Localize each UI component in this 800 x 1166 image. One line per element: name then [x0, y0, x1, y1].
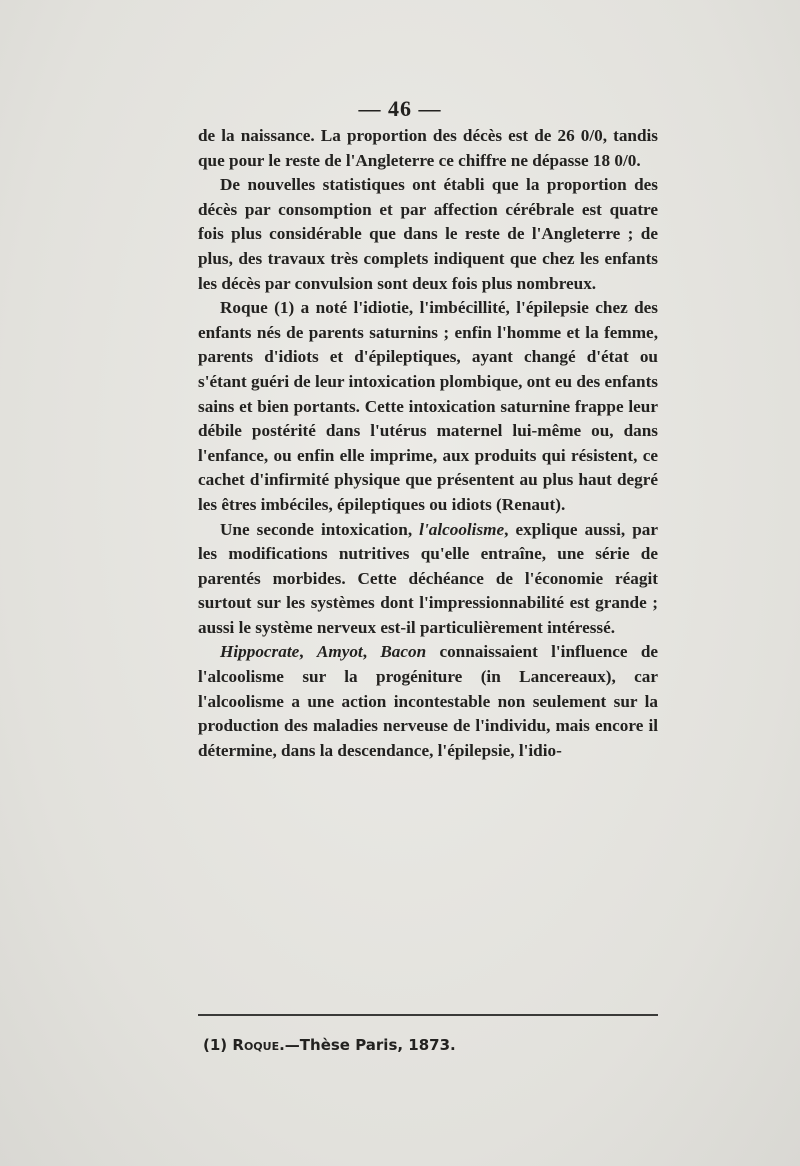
paragraph — [198, 518, 658, 641]
paragraph-text: , explique aussi, par les modifications nutritives qu'elle entraîne, une série de parentés morbides. Cette déchéance de l'économie réagit surtout sur les systèmes dont l'impressionnabilité est grande ; aussi le système nerveux est-il particulièrement intéressé. — [198, 519, 659, 637]
paragraph-text: , — [299, 642, 317, 662]
body-text — [198, 124, 658, 763]
paragraph — [198, 640, 658, 763]
italic-text: Amyot — [316, 642, 363, 662]
paragraph — [198, 124, 658, 173]
paragraph-text: Roque (1) a noté l'idiotie, l'imbécillité, l'épilepsie chez des enfants nés de parents saturnins ; enfin l'homme et la femme, parents d'idiots et d'épileptiques, ayant changé d'état ou s'étant guéri de leur intoxication plombique, ont eu des enfants sains et bien portants. Cette intoxication saturnine frappe leur débile postérité dans l'utérus maternel lui-même ou, dans l'enfance, ou enfin elle imprime, aux produits qui résistent, ce cachet d'infirmité physique que présentent au plus haut degré les êtres imbéciles, épileptiques ou idiots (Renaut). — [198, 298, 658, 514]
italic-text: l'alcoolisme — [419, 519, 505, 539]
italic-text: Hippocrate — [220, 642, 300, 662]
footnote-marker: (1) — [203, 1036, 228, 1054]
paragraph-text: connaissaient l'influence de l'alcoolisme sur la progéniture (in Lancereaux), car l'alcoolisme a une action incontestable non seulement sur la production des maladies nerveuse de l'individu, mais encore il détermine, dans la descendance, l'épilepsie, l'idio- — [198, 642, 659, 760]
paragraph-text: , — [362, 642, 381, 662]
footnote-separator — [198, 1014, 658, 1016]
paragraph-text: Une seconde intoxication, — [220, 519, 420, 539]
page-number: — 46 — — [358, 96, 442, 121]
footnote-text: .—Thèse Paris, 1873. — [279, 1036, 456, 1054]
paragraph — [198, 296, 658, 517]
paragraph-text: De nouvelles statistiques ont établi que la proportion des décès par consomption et par affection cérébrale est quatre fois plus considérable que dans le reste de l'Angleterre ; de plus, des travaux très complets indiquent que chez les enfants les décès par convulsion sont deux fois plus nombreux. — [198, 175, 658, 293]
footnote — [203, 1036, 456, 1054]
paragraph-text: de la naissance. La proportion des décès est de 26 0/0, tandis que pour le reste de l'Angleterre ce chiffre ne dépasse 18 0/0. — [198, 126, 658, 170]
italic-text: Bacon — [380, 642, 427, 662]
paragraph — [198, 173, 658, 296]
footnote-author: Roque — [232, 1036, 280, 1054]
